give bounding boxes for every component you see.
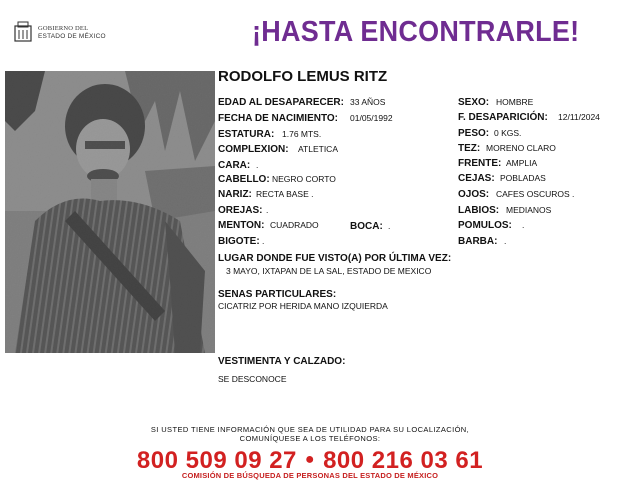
vestimenta-label: VESTIMENTA Y CALZADO: — [218, 356, 346, 367]
phone-number-2[interactable]: 800 216 03 61 — [323, 447, 484, 474]
logo-text-line2: ESTADO DE MÉXICO — [38, 33, 106, 40]
pomulos-value: . — [522, 220, 525, 230]
labios-value: MEDIANOS — [506, 205, 552, 215]
ojos-value: CAFES OSCUROS . — [496, 189, 575, 199]
commission-name: COMISIÓN DE BÚSQUEDA DE PERSONAS DEL ESTADO DE MÉXICO — [181, 471, 439, 480]
headline-title: ¡HASTA ENCONTRARLE! — [252, 16, 580, 48]
f-desaparicion-label: F. DESAPARICIÓN: — [458, 112, 548, 123]
ojos-label: OJOS: — [458, 189, 490, 200]
cabello-value: NEGRO CORTO — [272, 174, 336, 184]
cejas-label: CEJAS: — [458, 173, 495, 184]
phone-number-1[interactable]: 800 509 09 27 — [136, 447, 297, 474]
person-name: RODOLFO LEMUS RITZ — [218, 68, 388, 85]
boca-value: . — [388, 221, 391, 231]
cejas-value: POBLADAS — [500, 173, 546, 183]
cara-value: . — [256, 160, 259, 170]
peso-label: PESO: — [458, 128, 490, 139]
bigote-label: BIGOTE: — [218, 236, 260, 247]
logo-text-line1: GOBIERNO DEL — [38, 25, 89, 32]
person-photo-icon — [5, 71, 215, 353]
vestimenta-value: SE DESCONOCE — [218, 374, 287, 384]
nariz-label: NARIZ: — [218, 189, 252, 200]
cabello-label: CABELLO: — [218, 174, 270, 185]
edad-label: EDAD AL DESAPARECER: — [218, 97, 344, 108]
bigote-value: . — [262, 236, 265, 246]
peso-value: 0 KGS. — [494, 128, 522, 138]
fecha-nacimiento-label: FECHA DE NACIMIENTO: — [218, 113, 338, 124]
boca-label: BOCA: — [350, 221, 383, 232]
tez-label: TEZ: — [458, 143, 481, 154]
senas-value: CICATRIZ POR HERIDA MANO IZQUIERDA — [218, 301, 388, 311]
labios-label: LABIOS: — [458, 205, 500, 216]
complexion-value: ATLETICA — [298, 144, 338, 154]
lugar-label: LUGAR DONDE FUE VISTO(A) POR ÚLTIMA VEZ: — [218, 253, 452, 264]
barba-label: BARBA: — [458, 236, 498, 247]
tez-value: MORENO CLARO — [486, 143, 556, 153]
frente-label: FRENTE: — [458, 158, 502, 169]
missing-person-photo — [5, 71, 215, 353]
frente-value: AMPLIA — [506, 158, 538, 168]
senas-label: SENAS PARTICULARES: — [218, 289, 337, 300]
estatura-value: 1.76 MTS. — [282, 129, 322, 139]
state-seal-icon — [12, 20, 34, 44]
edad-value: 33 AÑOS — [350, 97, 386, 107]
sexo-value: HOMBRE — [496, 97, 534, 107]
pomulos-label: POMULOS: — [458, 220, 512, 231]
orejas-label: OREJAS: — [218, 205, 263, 216]
fecha-nacimiento-value: 01/05/1992 — [350, 113, 393, 123]
lugar-value: 3 MAYO, IXTAPAN DE LA SAL, ESTADO DE MEXICO — [226, 266, 432, 276]
f-desaparicion-value: 12/11/2024 — [558, 112, 600, 122]
complexion-label: COMPLEXION: — [218, 144, 289, 155]
estatura-label: ESTATURA: — [218, 129, 275, 140]
cara-label: CARA: — [218, 160, 251, 171]
bullet-icon: ● — [304, 451, 316, 468]
contact-note-line1: SI USTED TIENE INFORMACIÓN QUE SEA DE UTILIDAD PARA SU LOCALIZACIÓN, — [150, 425, 470, 434]
orejas-value: . — [266, 205, 269, 215]
contact-note-line2: COMUNÍQUESE A LOS TELÉFONOS: — [239, 434, 381, 443]
barba-value: . — [504, 236, 507, 246]
nariz-value: RECTA BASE . — [256, 189, 314, 199]
sexo-label: SEXO: — [458, 97, 490, 108]
menton-label: MENTON: — [218, 220, 265, 231]
government-logo — [10, 20, 120, 46]
menton-value: CUADRADO — [270, 220, 319, 230]
